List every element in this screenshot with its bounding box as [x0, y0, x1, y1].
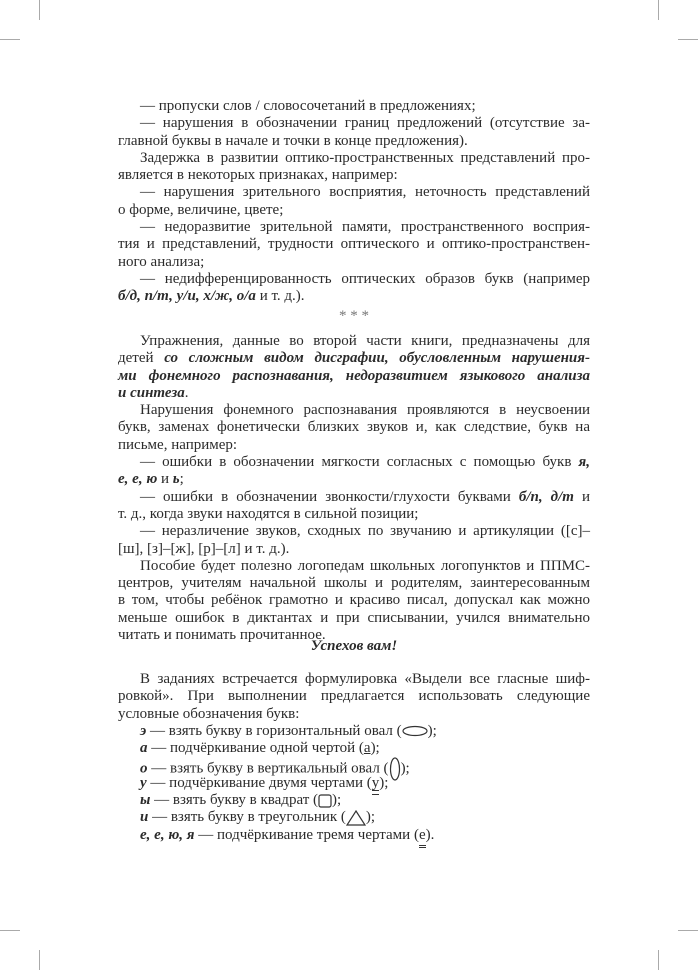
text-line	[118, 489, 590, 506]
emphasized-text: Успехов вам!	[310, 638, 398, 654]
horizontal-oval-icon	[402, 723, 428, 739]
crop-mark	[658, 950, 659, 970]
text-segment: * * *	[339, 308, 369, 324]
text-segment: меньше ошибок в диктантах и при списывании, учился внимательно	[118, 609, 590, 626]
text-segment: Нарушения фонемного распознавания проявляются в неусвоении	[140, 402, 590, 419]
vertical-oval-icon	[389, 761, 401, 777]
crop-mark	[39, 950, 40, 970]
text-line	[118, 671, 590, 688]
text-segment: букв, заменах фонетически близких звуков и, как следствие, букв на	[118, 419, 590, 436]
text-segment: — неразличение звуков, сходных по звучанию и артикуляции ([с]–	[140, 523, 590, 540]
text-line	[118, 706, 590, 723]
text-line	[118, 402, 590, 419]
emphasized-text: ы	[140, 792, 151, 809]
text-segment: ного анализа;	[118, 253, 205, 270]
text-line	[118, 254, 590, 271]
emphasized-text: е, е, ю	[118, 471, 158, 488]
text-segment: в том, чтобы ребёнок грамотно и красиво писал, допускал как можно	[118, 592, 590, 609]
text-line	[118, 775, 590, 792]
text-line	[118, 98, 590, 115]
text-line	[118, 454, 590, 471]
text-line	[118, 541, 590, 558]
text-line	[118, 792, 590, 809]
text-line	[118, 350, 590, 367]
text-segment: и	[157, 471, 173, 488]
text-segment: Упражнения, данные во второй части книги, предназначены для	[140, 333, 590, 349]
text-segment: [ш], [з]–[ж], [р]–[л] и т. д.).	[118, 540, 290, 557]
crop-mark	[678, 39, 698, 40]
text-line	[118, 236, 590, 253]
text-segment: и	[573, 488, 590, 505]
text-segment: ровкой». При выполнении предлагается использовать следующие	[118, 688, 590, 705]
text-segment: — ошибки в обозначении мягкости согласных с помощью букв	[140, 454, 579, 471]
text-segment: — взять букву в вертикальный овал (	[147, 760, 389, 777]
text-line	[118, 385, 590, 402]
text-segment: — взять букву в треугольник (	[148, 809, 346, 826]
emphasized-text: и синтеза	[118, 384, 185, 401]
text-segment: .	[184, 384, 189, 401]
block-exercises	[118, 333, 590, 644]
text-line	[118, 506, 590, 523]
text-segment: т. д., когда звуки находятся в сильной позиции;	[118, 505, 419, 522]
crop-mark	[0, 930, 20, 931]
closing-wish	[118, 638, 590, 655]
text-segment: );	[370, 740, 380, 757]
text-line	[118, 133, 590, 150]
text-line	[118, 150, 590, 167]
text-line	[118, 740, 590, 757]
text-segment: тия и представлений, трудности оптического и оптико-пространствен-	[118, 236, 590, 253]
square-icon	[318, 792, 332, 808]
emphasized-text: ми фонемного распознавания, недоразвитием языкового анализа	[118, 367, 590, 384]
triangle-icon	[346, 809, 366, 825]
text-segment: о форме, величине, цвете;	[118, 201, 284, 218]
text-line	[118, 757, 590, 777]
text-line	[118, 115, 590, 132]
crop-mark	[0, 39, 20, 40]
text-line	[118, 610, 590, 627]
underlined-letter: у	[371, 774, 380, 791]
text-segment: и т. д.).	[255, 288, 305, 305]
text-segment: В заданиях встречается формулировка «Выдели все гласные шиф-	[140, 671, 590, 687]
crop-mark	[39, 0, 40, 20]
emphasized-text: б/п, д/т	[518, 488, 574, 505]
emphasized-text: е, е, ю, я	[140, 826, 195, 843]
text-segment: — нарушения в обозначении границ предложений (отсутствие за-	[140, 115, 590, 132]
text-line	[118, 688, 590, 705]
emphasized-text: б/д, п/т, у/и, х/ж, о/а	[118, 288, 256, 305]
text-segment: детей	[118, 350, 165, 367]
text-line	[118, 575, 590, 592]
text-segment: );	[400, 760, 410, 777]
text-segment: ).	[425, 826, 435, 843]
text-line	[118, 437, 590, 454]
emphasized-text: а	[140, 740, 148, 757]
block-disorders	[118, 98, 590, 306]
text-line	[118, 592, 590, 609]
text-segment: );	[365, 809, 376, 826]
text-line	[118, 184, 590, 201]
text-line	[118, 638, 590, 655]
text-line	[118, 219, 590, 236]
text-segment: — взять букву в горизонтальный овал (	[146, 722, 402, 739]
text-segment: условные обозначения букв:	[118, 705, 300, 722]
text-segment: — подчёркивание двумя чертами (	[146, 774, 372, 791]
text-segment: );	[379, 774, 389, 791]
text-segment: — недоразвитие зрительной памяти, пространственного восприя-	[140, 219, 590, 236]
text-segment: — нарушения зрительного восприятия, неточность представлений	[140, 184, 590, 201]
text-segment: — подчёркивание тремя чертами (	[194, 826, 419, 843]
emphasized-text: со сложным видом дисграфии, обусловленным нарушения-	[164, 350, 590, 367]
section-divider	[118, 308, 590, 325]
emphasized-text: э	[140, 722, 147, 739]
emphasized-text: я,	[578, 454, 590, 471]
text-line	[118, 167, 590, 184]
text-line	[118, 809, 590, 826]
text-line	[118, 368, 590, 385]
text-segment: центров, учителям начальной школы и родителям, заинтересованным	[118, 575, 590, 592]
text-segment: Задержка в развитии оптико-пространственных представлений про-	[140, 149, 590, 166]
text-segment: является в некоторых признаках, например:	[118, 167, 398, 184]
text-segment: — недифференцированность оптических образов букв (например	[140, 270, 590, 287]
text-segment: главной буквы в начале и точки в конце предложения).	[118, 132, 468, 149]
text-segment: — пропуски слов / словосочетаний в предложениях;	[140, 98, 476, 114]
crop-mark	[658, 0, 659, 20]
text-segment: — подчёркивание одной чертой (	[147, 740, 364, 757]
text-line	[118, 333, 590, 350]
text-segment: — ошибки в обозначении звонкости/глухости буквами	[140, 488, 519, 505]
text-segment: читать и понимать прочитанное.	[118, 627, 326, 644]
text-segment: );	[427, 722, 437, 739]
text-line	[118, 202, 590, 219]
text-line	[118, 271, 590, 288]
text-segment: письме, например:	[118, 436, 238, 453]
text-segment: Пособие будет полезно логопедам школьных логопунктов и ППМС-	[140, 557, 590, 574]
text-segment: ;	[179, 471, 184, 488]
text-line	[118, 523, 590, 540]
underlined-letter: а	[363, 740, 371, 757]
text-line	[118, 308, 590, 325]
emphasized-text: о	[140, 760, 148, 777]
emphasized-text: у	[140, 774, 147, 791]
text-line	[118, 471, 590, 488]
block-legend	[118, 671, 590, 844]
text-line	[118, 723, 590, 740]
text-segment: );	[332, 792, 342, 809]
emphasized-text: и	[140, 809, 149, 826]
crop-mark	[678, 930, 698, 931]
text-line	[118, 827, 590, 844]
text-line	[118, 419, 590, 436]
text-line	[118, 558, 590, 575]
text-line	[118, 288, 590, 305]
emphasized-text: ь	[172, 471, 180, 488]
underlined-letter: е	[418, 826, 426, 843]
text-segment: — взять букву в квадрат (	[150, 792, 319, 809]
